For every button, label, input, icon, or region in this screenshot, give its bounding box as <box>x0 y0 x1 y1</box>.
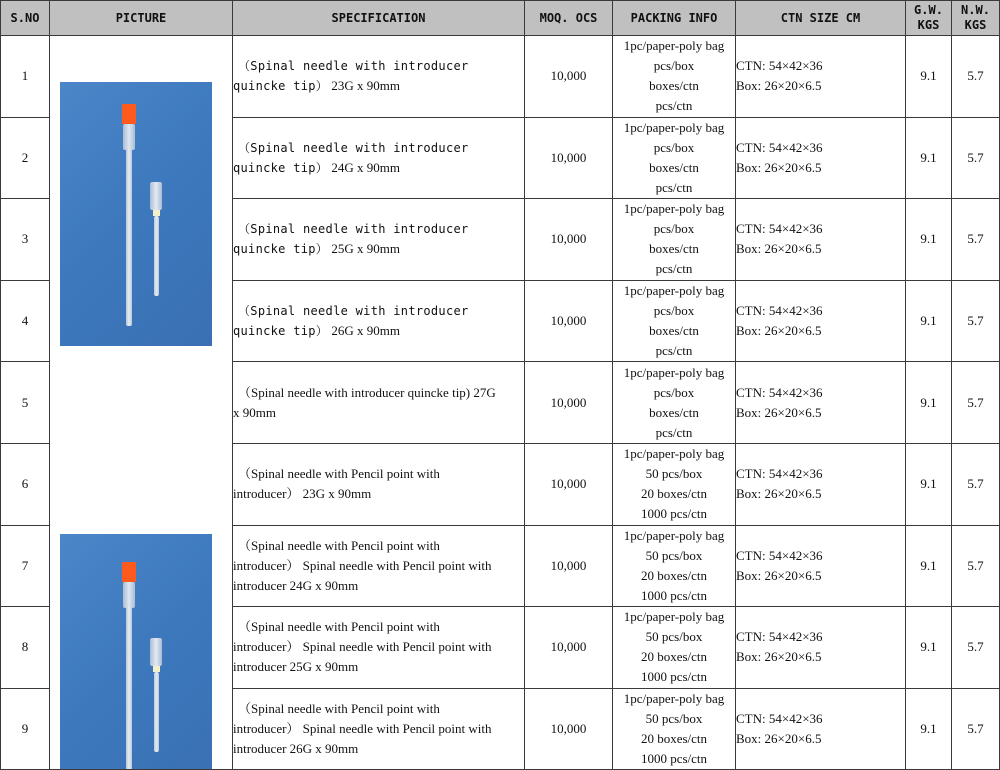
row-number: 8 <box>1 607 50 689</box>
row-number: 2 <box>1 117 50 199</box>
spec-line: （Spinal needle with Pencil point with <box>238 466 440 482</box>
packing-line: pcs/ctn <box>655 343 693 359</box>
row-number: 3 <box>1 199 50 281</box>
specification-cell <box>233 607 525 689</box>
row-number: 4 <box>1 280 50 362</box>
spec-line: （Spinal needle with Pencil point with <box>238 619 440 635</box>
spec-line: （Spinal needle with introducer <box>238 140 469 155</box>
needle-hub-icon <box>123 582 135 608</box>
spec-line: introducer 26G x 90mm <box>233 741 359 757</box>
header-specification: SPECIFICATION <box>233 1 525 36</box>
gross-weight-cell: 9.1 <box>906 117 952 199</box>
packing-line: 1000 pcs/ctn <box>640 669 708 685</box>
spec-line: introducer） Spinal needle with Pencil point with <box>233 557 492 573</box>
box-dimensions: Box: 26×20×6.5 <box>736 241 822 257</box>
net-weight-cell: 5.7 <box>952 525 1000 607</box>
moq-cell: 10,000 <box>525 117 613 199</box>
packing-line: 1000 pcs/ctn <box>640 506 708 522</box>
packing-line: pcs/box <box>653 139 695 155</box>
packing-line: 1pc/paper-poly bag <box>623 283 725 299</box>
box-dimensions: Box: 26×20×6.5 <box>736 323 822 339</box>
packing-line: 1pc/paper-poly bag <box>623 38 725 54</box>
moq-cell: 10,000 <box>525 280 613 362</box>
gross-weight-cell: 9.1 <box>906 199 952 281</box>
gross-weight-cell: 9.1 <box>906 443 952 525</box>
spec-line: （Spinal needle with introducer quincke tip) 27G <box>238 384 496 400</box>
spec-line: quincke tip） <box>233 242 329 257</box>
net-weight-cell: 5.7 <box>952 688 1000 770</box>
spec-line: （Spinal needle with Pencil point with <box>238 701 440 717</box>
specification-cell <box>233 117 525 199</box>
header-nw-unit: KGS <box>964 18 987 32</box>
packing-cell <box>613 36 736 118</box>
specification-cell <box>233 362 525 444</box>
packing-line: pcs/ctn <box>655 179 693 195</box>
introducer-hub-icon <box>150 182 162 210</box>
box-dimensions: Box: 26×20×6.5 <box>736 731 822 747</box>
header-gross-weight <box>906 1 952 36</box>
spec-line: quincke tip） <box>233 160 329 175</box>
packing-line: 20 boxes/ctn <box>640 486 708 502</box>
gross-weight-cell: 9.1 <box>906 688 952 770</box>
spec-size: 26G x 90mm <box>331 323 400 339</box>
specification-cell <box>233 525 525 607</box>
spec-size: 25G x 90mm <box>331 241 400 257</box>
header-packing-info: PACKING INFO <box>613 1 736 36</box>
packing-line: boxes/ctn <box>649 78 699 94</box>
moq-cell: 10,000 <box>525 525 613 607</box>
packing-cell <box>613 280 736 362</box>
packing-line: 1pc/paper-poly bag <box>623 446 725 462</box>
header-gw-label: G.W. <box>914 3 943 17</box>
packing-line: boxes/ctn <box>649 241 699 257</box>
introducer-hub-icon <box>150 638 162 666</box>
net-weight-cell: 5.7 <box>952 117 1000 199</box>
ctn-size-cell <box>736 280 906 362</box>
row-number: 5 <box>1 362 50 444</box>
ctn-size-cell <box>736 688 906 770</box>
spec-line: （Spinal needle with introducer <box>238 222 469 237</box>
header-row <box>1 1 1000 36</box>
introducer-shaft-icon <box>154 216 159 296</box>
packing-line: pcs/box <box>653 58 695 74</box>
ctn-size-cell <box>736 199 906 281</box>
ctn-dimensions: CTN: 54×42×36 <box>736 303 823 319</box>
packing-line: pcs/box <box>653 221 695 237</box>
moq-cell: 10,000 <box>525 199 613 281</box>
gross-weight-cell: 9.1 <box>906 525 952 607</box>
needle-photo-pencil-point <box>60 534 212 770</box>
row-number: 6 <box>1 443 50 525</box>
packing-cell <box>613 117 736 199</box>
ctn-dimensions: CTN: 54×42×36 <box>736 466 823 482</box>
ctn-size-cell <box>736 607 906 689</box>
spec-line: introducer 24G x 90mm <box>233 577 359 593</box>
net-weight-cell: 5.7 <box>952 607 1000 689</box>
packing-line: 1pc/paper-poly bag <box>623 119 725 135</box>
box-dimensions: Box: 26×20×6.5 <box>736 404 822 420</box>
header-sno: S.NO <box>1 1 50 36</box>
packing-line: pcs/ctn <box>655 424 693 440</box>
header-gw-unit: KGS <box>917 18 940 32</box>
ctn-dimensions: CTN: 54×42×36 <box>736 139 823 155</box>
packing-line: 1pc/paper-poly bag <box>623 691 725 707</box>
packing-cell <box>613 525 736 607</box>
needle-photo-quincke <box>60 82 212 346</box>
packing-line: 1pc/paper-poly bag <box>623 609 725 625</box>
box-dimensions: Box: 26×20×6.5 <box>736 159 822 175</box>
packing-line: boxes/ctn <box>649 159 699 175</box>
header-nw-label: N.W. <box>961 3 990 17</box>
net-weight-cell: 5.7 <box>952 443 1000 525</box>
packing-line: pcs/ctn <box>655 98 693 114</box>
moq-cell: 10,000 <box>525 362 613 444</box>
needle-shaft-icon <box>126 606 132 770</box>
spec-line: introducer） 23G x 90mm <box>233 486 372 502</box>
header-net-weight <box>952 1 1000 36</box>
header-moq: MOQ. OCS <box>525 1 613 36</box>
packing-line: 20 boxes/ctn <box>640 649 708 665</box>
packing-cell <box>613 199 736 281</box>
packing-line: 50 pcs/box <box>645 629 703 645</box>
ctn-size-cell <box>736 362 906 444</box>
needle-shaft-icon <box>126 148 132 326</box>
needle-cap-icon <box>122 104 136 124</box>
packing-cell <box>613 362 736 444</box>
net-weight-cell: 5.7 <box>952 362 1000 444</box>
packing-line: 20 boxes/ctn <box>640 731 708 747</box>
header-picture: PICTURE <box>50 1 233 36</box>
packing-line: pcs/box <box>653 384 695 400</box>
ctn-size-cell <box>736 525 906 607</box>
packing-line: 50 pcs/box <box>645 711 703 727</box>
spec-line: x 90mm <box>233 404 276 420</box>
ctn-dimensions: CTN: 54×42×36 <box>736 547 823 563</box>
spec-line: （Spinal needle with introducer <box>238 304 469 319</box>
packing-line: 1pc/paper-poly bag <box>623 201 725 217</box>
spec-size: 24G x 90mm <box>331 159 400 175</box>
moq-cell: 10,000 <box>525 443 613 525</box>
spec-size: 23G x 90mm <box>331 78 400 94</box>
ctn-size-cell <box>736 117 906 199</box>
packing-cell <box>613 688 736 770</box>
picture-cell <box>50 36 233 770</box>
table-row <box>1 36 1000 118</box>
box-dimensions: Box: 26×20×6.5 <box>736 78 822 94</box>
box-dimensions: Box: 26×20×6.5 <box>736 649 822 665</box>
row-number: 7 <box>1 525 50 607</box>
packing-line: 1000 pcs/ctn <box>640 751 708 767</box>
spec-line: quincke tip） <box>233 79 329 94</box>
row-number: 1 <box>1 36 50 118</box>
ctn-dimensions: CTN: 54×42×36 <box>736 58 823 74</box>
packing-line: pcs/ctn <box>655 261 693 277</box>
net-weight-cell: 5.7 <box>952 199 1000 281</box>
needle-hub-icon <box>123 124 135 150</box>
packing-line: boxes/ctn <box>649 323 699 339</box>
packing-line: 20 boxes/ctn <box>640 567 708 583</box>
ctn-size-cell <box>736 36 906 118</box>
specification-cell <box>233 280 525 362</box>
spec-line: （Spinal needle with introducer <box>238 59 469 74</box>
spec-line: （Spinal needle with Pencil point with <box>238 537 440 553</box>
spec-line: quincke tip） <box>233 324 329 339</box>
packing-cell <box>613 607 736 689</box>
gross-weight-cell: 9.1 <box>906 362 952 444</box>
moq-cell: 10,000 <box>525 36 613 118</box>
box-dimensions: Box: 26×20×6.5 <box>736 567 822 583</box>
ctn-dimensions: CTN: 54×42×36 <box>736 711 823 727</box>
specification-cell <box>233 199 525 281</box>
packing-line: 1000 pcs/ctn <box>640 587 708 603</box>
specification-cell <box>233 36 525 118</box>
ctn-size-cell <box>736 443 906 525</box>
net-weight-cell: 5.7 <box>952 36 1000 118</box>
packing-line: 1pc/paper-poly bag <box>623 364 725 380</box>
ctn-dimensions: CTN: 54×42×36 <box>736 629 823 645</box>
row-number: 9 <box>1 688 50 770</box>
packing-line: 1pc/paper-poly bag <box>623 527 725 543</box>
specification-cell <box>233 443 525 525</box>
box-dimensions: Box: 26×20×6.5 <box>736 486 822 502</box>
ctn-dimensions: CTN: 54×42×36 <box>736 384 823 400</box>
moq-cell: 10,000 <box>525 688 613 770</box>
header-ctn-size: CTN SIZE CM <box>736 1 906 36</box>
moq-cell: 10,000 <box>525 607 613 689</box>
needle-cap-icon <box>122 562 136 582</box>
spec-line: introducer） Spinal needle with Pencil point with <box>233 721 492 737</box>
packing-line: pcs/box <box>653 303 695 319</box>
spec-line: introducer 25G x 90mm <box>233 659 359 675</box>
ctn-dimensions: CTN: 54×42×36 <box>736 221 823 237</box>
gross-weight-cell: 9.1 <box>906 36 952 118</box>
packing-cell <box>613 443 736 525</box>
net-weight-cell: 5.7 <box>952 280 1000 362</box>
gross-weight-cell: 9.1 <box>906 280 952 362</box>
gross-weight-cell: 9.1 <box>906 607 952 689</box>
packing-line: 50 pcs/box <box>645 547 703 563</box>
introducer-shaft-icon <box>154 672 159 752</box>
packing-line: boxes/ctn <box>649 404 699 420</box>
packing-line: 50 pcs/box <box>645 466 703 482</box>
spec-line: introducer） Spinal needle with Pencil point with <box>233 639 492 655</box>
specification-cell <box>233 688 525 770</box>
